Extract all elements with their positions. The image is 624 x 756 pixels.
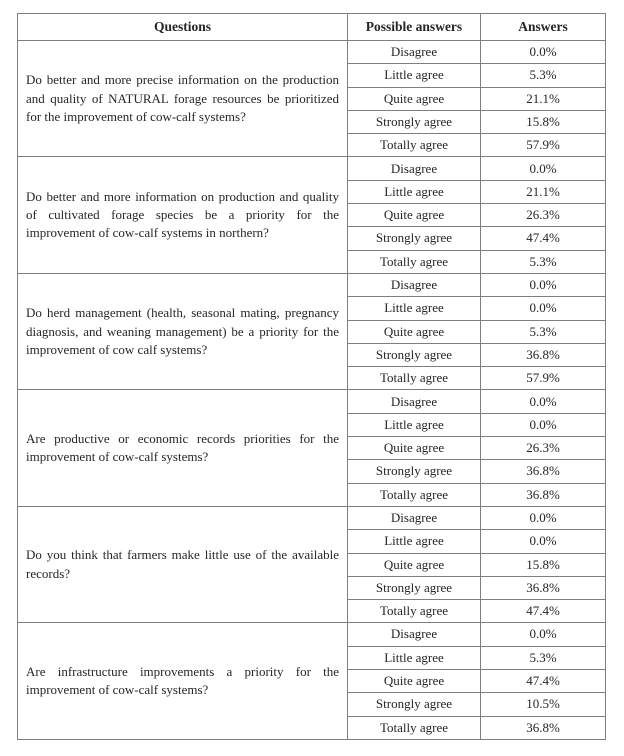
question-cell-5: Do you think that farmers make little use of the available records? [18,506,348,622]
column-header-answers: Answers [481,14,606,41]
question-cell-1: Do better and more precise information on the production and quality of NATURAL forage resources be prioritized for the improvement of cow-calf systems? [18,41,348,157]
possible-answer-cell: Little agree [348,530,481,553]
answer-cell: 5.3% [481,320,606,343]
answer-cell: 0.0% [481,273,606,296]
possible-answer-cell: Strongly agree [348,343,481,366]
possible-answer-cell: Quite agree [348,87,481,110]
possible-answer-cell: Disagree [348,273,481,296]
answer-cell: 0.0% [481,413,606,436]
possible-answer-cell: Disagree [348,623,481,646]
answer-cell: 0.0% [481,157,606,180]
question-cell-4: Are productive or economic records priorities for the improvement of cow-calf systems? [18,390,348,506]
answer-cell: 36.8% [481,343,606,366]
answer-cell: 5.3% [481,250,606,273]
possible-answer-cell: Quite agree [348,670,481,693]
answer-cell: 0.0% [481,297,606,320]
column-header-possible-answers: Possible answers [348,14,481,41]
table-row [18,273,606,296]
possible-answer-cell: Little agree [348,413,481,436]
answer-cell: 0.0% [481,506,606,529]
answer-cell: 0.0% [481,623,606,646]
answer-cell: 26.3% [481,437,606,460]
answer-cell: 0.0% [481,530,606,553]
possible-answer-cell: Strongly agree [348,693,481,716]
possible-answer-cell: Disagree [348,390,481,413]
possible-answer-cell: Strongly agree [348,460,481,483]
answer-cell: 26.3% [481,204,606,227]
possible-answer-cell: Little agree [348,297,481,320]
table-row [18,390,606,413]
answer-cell: 0.0% [481,390,606,413]
column-header-questions: Questions [18,14,348,41]
possible-answer-cell: Little agree [348,64,481,87]
question-cell-6: Are infrastructure improvements a priority for the improvement of cow-calf systems? [18,623,348,739]
possible-answer-cell: Strongly agree [348,576,481,599]
possible-answer-cell: Totally agree [348,483,481,506]
table-row [18,623,606,646]
answer-cell: 57.9% [481,367,606,390]
answer-cell: 10.5% [481,693,606,716]
possible-answer-cell: Disagree [348,157,481,180]
possible-answer-cell: Quite agree [348,204,481,227]
possible-answer-cell: Totally agree [348,600,481,623]
question-cell-3: Do herd management (health, seasonal mating, pregnancy diagnosis, and weaning management) be a priority for the improvement of cow calf systems? [18,273,348,389]
possible-answer-cell: Totally agree [348,134,481,157]
answer-cell: 21.1% [481,87,606,110]
possible-answer-cell: Quite agree [348,553,481,576]
possible-answer-cell: Disagree [348,506,481,529]
answer-cell: 47.4% [481,670,606,693]
possible-answer-cell: Totally agree [348,250,481,273]
question-cell-2: Do better and more information on production and quality of cultivated forage species be a priority for the improvement of cow-calf systems in northern? [18,157,348,273]
answer-cell: 15.8% [481,110,606,133]
answer-cell: 21.1% [481,180,606,203]
answer-cell: 57.9% [481,134,606,157]
possible-answer-cell: Little agree [348,180,481,203]
possible-answer-cell: Disagree [348,41,481,64]
answer-cell: 36.8% [481,483,606,506]
survey-results-table [17,13,606,740]
possible-answer-cell: Quite agree [348,320,481,343]
table-row [18,41,606,64]
table-row [18,506,606,529]
answer-cell: 36.8% [481,576,606,599]
possible-answer-cell: Strongly agree [348,110,481,133]
possible-answer-cell: Totally agree [348,716,481,739]
answer-cell: 15.8% [481,553,606,576]
answer-cell: 36.8% [481,716,606,739]
table-row [18,157,606,180]
answer-cell: 0.0% [481,41,606,64]
answer-cell: 5.3% [481,64,606,87]
possible-answer-cell: Strongly agree [348,227,481,250]
header-row [18,14,606,41]
answer-cell: 5.3% [481,646,606,669]
answer-cell: 36.8% [481,460,606,483]
possible-answer-cell: Little agree [348,646,481,669]
answer-cell: 47.4% [481,600,606,623]
possible-answer-cell: Quite agree [348,437,481,460]
answer-cell: 47.4% [481,227,606,250]
possible-answer-cell: Totally agree [348,367,481,390]
